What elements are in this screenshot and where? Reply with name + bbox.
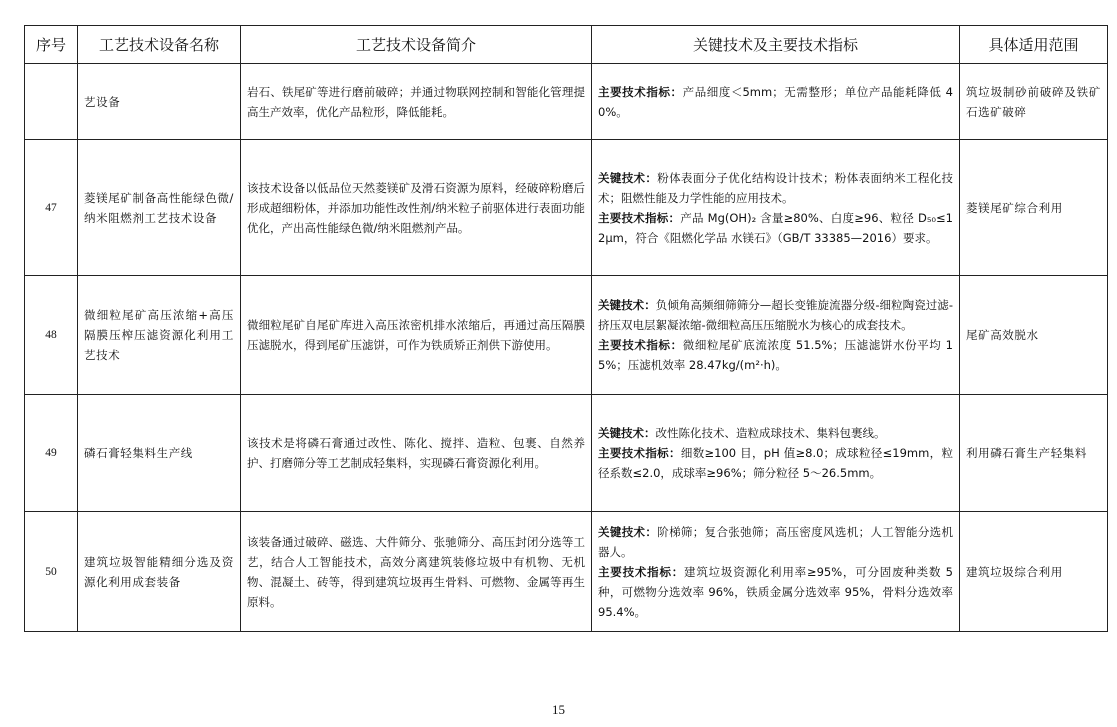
key-tech-text: 负倾角高频细筛筛分—超长变锥旋流器分级-细粒陶瓷过滤-挤压双电层絮凝浓缩-微细粒高压压缩脱水为核心的成套技术。 [598,298,954,332]
main-indicator-text: 细数≥100 目，pH 值≥8.0；成球粒径≤19mm，粒径系数≤2.0，成球率≥96%；筛分粒径 5～26.5mm。 [598,446,953,480]
key-tech-text: 粉体表面分子优化结构设计技术；粉体表面纳米工程化技术；阻燃性能及力学性能的应用技术。 [598,170,954,205]
key-tech-paragraph [598,423,953,443]
row-no: 48 [25,276,78,395]
key-tech-label: 关键技术： [598,298,656,312]
row-scope: 筑垃圾制砂前破碎及铁矿石选矿破碎 [960,64,1108,140]
table-header-row [25,26,1108,64]
table-row [25,140,1108,276]
row-intro: 该技术是将磷石膏通过改性、陈化、搅拌、造粒、包裹、自然养护、打磨筛分等工艺制成轻集料，实现磷石膏资源化利用。 [241,395,592,512]
main-indicator-text: 微细粒尾矿底流浓度 51.5%；压滤滤饼水份平均 15%；压滤机效率 28.47kg/(m²·h)。 [598,338,953,372]
row-intro: 该技术设备以低品位天然菱镁矿及滑石资源为原料，经破碎粉磨后形成超细粉体，并添加功能性改性剂/纳米粒子前驱体进行表面功能优化，产出高性能绿色微/纳米阻燃剂产品。 [241,140,592,276]
table-row [25,276,1108,395]
row-no: 49 [25,395,78,512]
row-name: 建筑垃圾智能精细分选及资源化利用成套装备 [78,512,241,632]
key-tech-label: 关键技术： [598,524,658,539]
main-indicator-label: 主要技术指标： [598,446,681,460]
row-name: 微细粒尾矿高压浓缩+高压隔膜压榨压滤资源化利用工艺技术 [78,276,241,395]
row-key-tech [592,395,960,512]
table-row [25,512,1108,632]
row-no: 47 [25,140,78,276]
main-indicator-paragraph [598,335,953,375]
row-name: 艺设备 [78,64,241,140]
page-number: 15 [552,702,565,717]
row-intro: 岩石、铁尾矿等进行磨前破碎；并通过物联网控制和智能化管理提高生产效率，优化产品粒形，降低能耗。 [241,64,592,140]
main-indicator-paragraph [598,443,953,483]
main-indicator-text: 建筑垃圾资源化利用率≥95%，可分固废种类数 5 种，可燃物分选效率 96%，铁质金属分选效率 95%，骨料分选效率 95.4%。 [598,564,953,619]
row-key-tech [592,64,960,140]
main-indicator-paragraph [598,562,953,622]
key-tech-paragraph [598,522,953,562]
row-name: 菱镁尾矿制备高性能绿色微/纳米阻燃剂工艺技术设备 [78,140,241,276]
key-tech-text: 改性陈化技术、造粒成球技术、集料包裹线。 [655,426,886,440]
row-scope: 建筑垃圾综合利用 [960,512,1108,632]
header-intro: 工艺技术设备简介 [241,26,592,64]
row-scope: 利用磷石膏生产轻集料 [960,395,1108,512]
row-intro: 该装备通过破碎、磁选、大件筛分、张驰筛分、高压封闭分选等工艺，结合人工智能技术，高效分离建筑装修垃圾中有机物、无机物、混凝土、砖等，得到建筑垃圾再生骨料、可燃物、金属等再生原料。 [241,512,592,632]
row-name: 磷石膏轻集料生产线 [78,395,241,512]
main-indicator-paragraph [598,208,953,248]
table-row [25,395,1108,512]
row-no [25,64,78,140]
row-intro: 微细粒尾矿自尾矿库进入高压浓密机排水浓缩后，再通过高压隔膜压滤脱水，得到尾矿压滤饼，可作为铁质矫正剂供下游使用。 [241,276,592,395]
row-key-tech [592,276,960,395]
header-scope: 具体适用范围 [960,26,1108,64]
technology-table [24,25,1108,632]
key-tech-text: 阶梯筛；复合张弛筛；高压密度风选机；人工智能分选机器人。 [598,524,954,559]
main-indicator-label: 主要技术指标： [598,338,683,352]
header-name: 工艺技术设备名称 [78,26,241,64]
main-indicator-label: 主要技术指标： [598,564,685,579]
row-scope: 尾矿高效脱水 [960,276,1108,395]
key-tech-paragraph [598,295,953,335]
main-indicator-label: 主要技术指标： [598,210,681,225]
row-key-tech [592,140,960,276]
key-tech-label: 关键技术： [598,170,658,185]
header-no: 序号 [25,26,78,64]
main-indicator-label: 主要技术指标： [598,84,683,99]
header-key-tech: 关键技术及主要技术指标 [592,26,960,64]
row-scope: 菱镁尾矿综合利用 [960,140,1108,276]
key-tech-label: 关键技术： [598,426,656,440]
main-indicator-text: 产品 Mg(OH)₂ 含量≥80%、白度≥96、粒径 D₅₀≤12μm，符合《阻燃化学品 水镁石》（GB/T 33385—2016）要求。 [598,210,953,245]
key-tech-paragraph [598,168,953,208]
row-no: 50 [25,512,78,632]
main-indicator-text: 产品细度＜5mm；无需整形；单位产品能耗降低 40%。 [598,84,953,119]
table-row [25,64,1108,140]
row-key-tech [592,512,960,632]
